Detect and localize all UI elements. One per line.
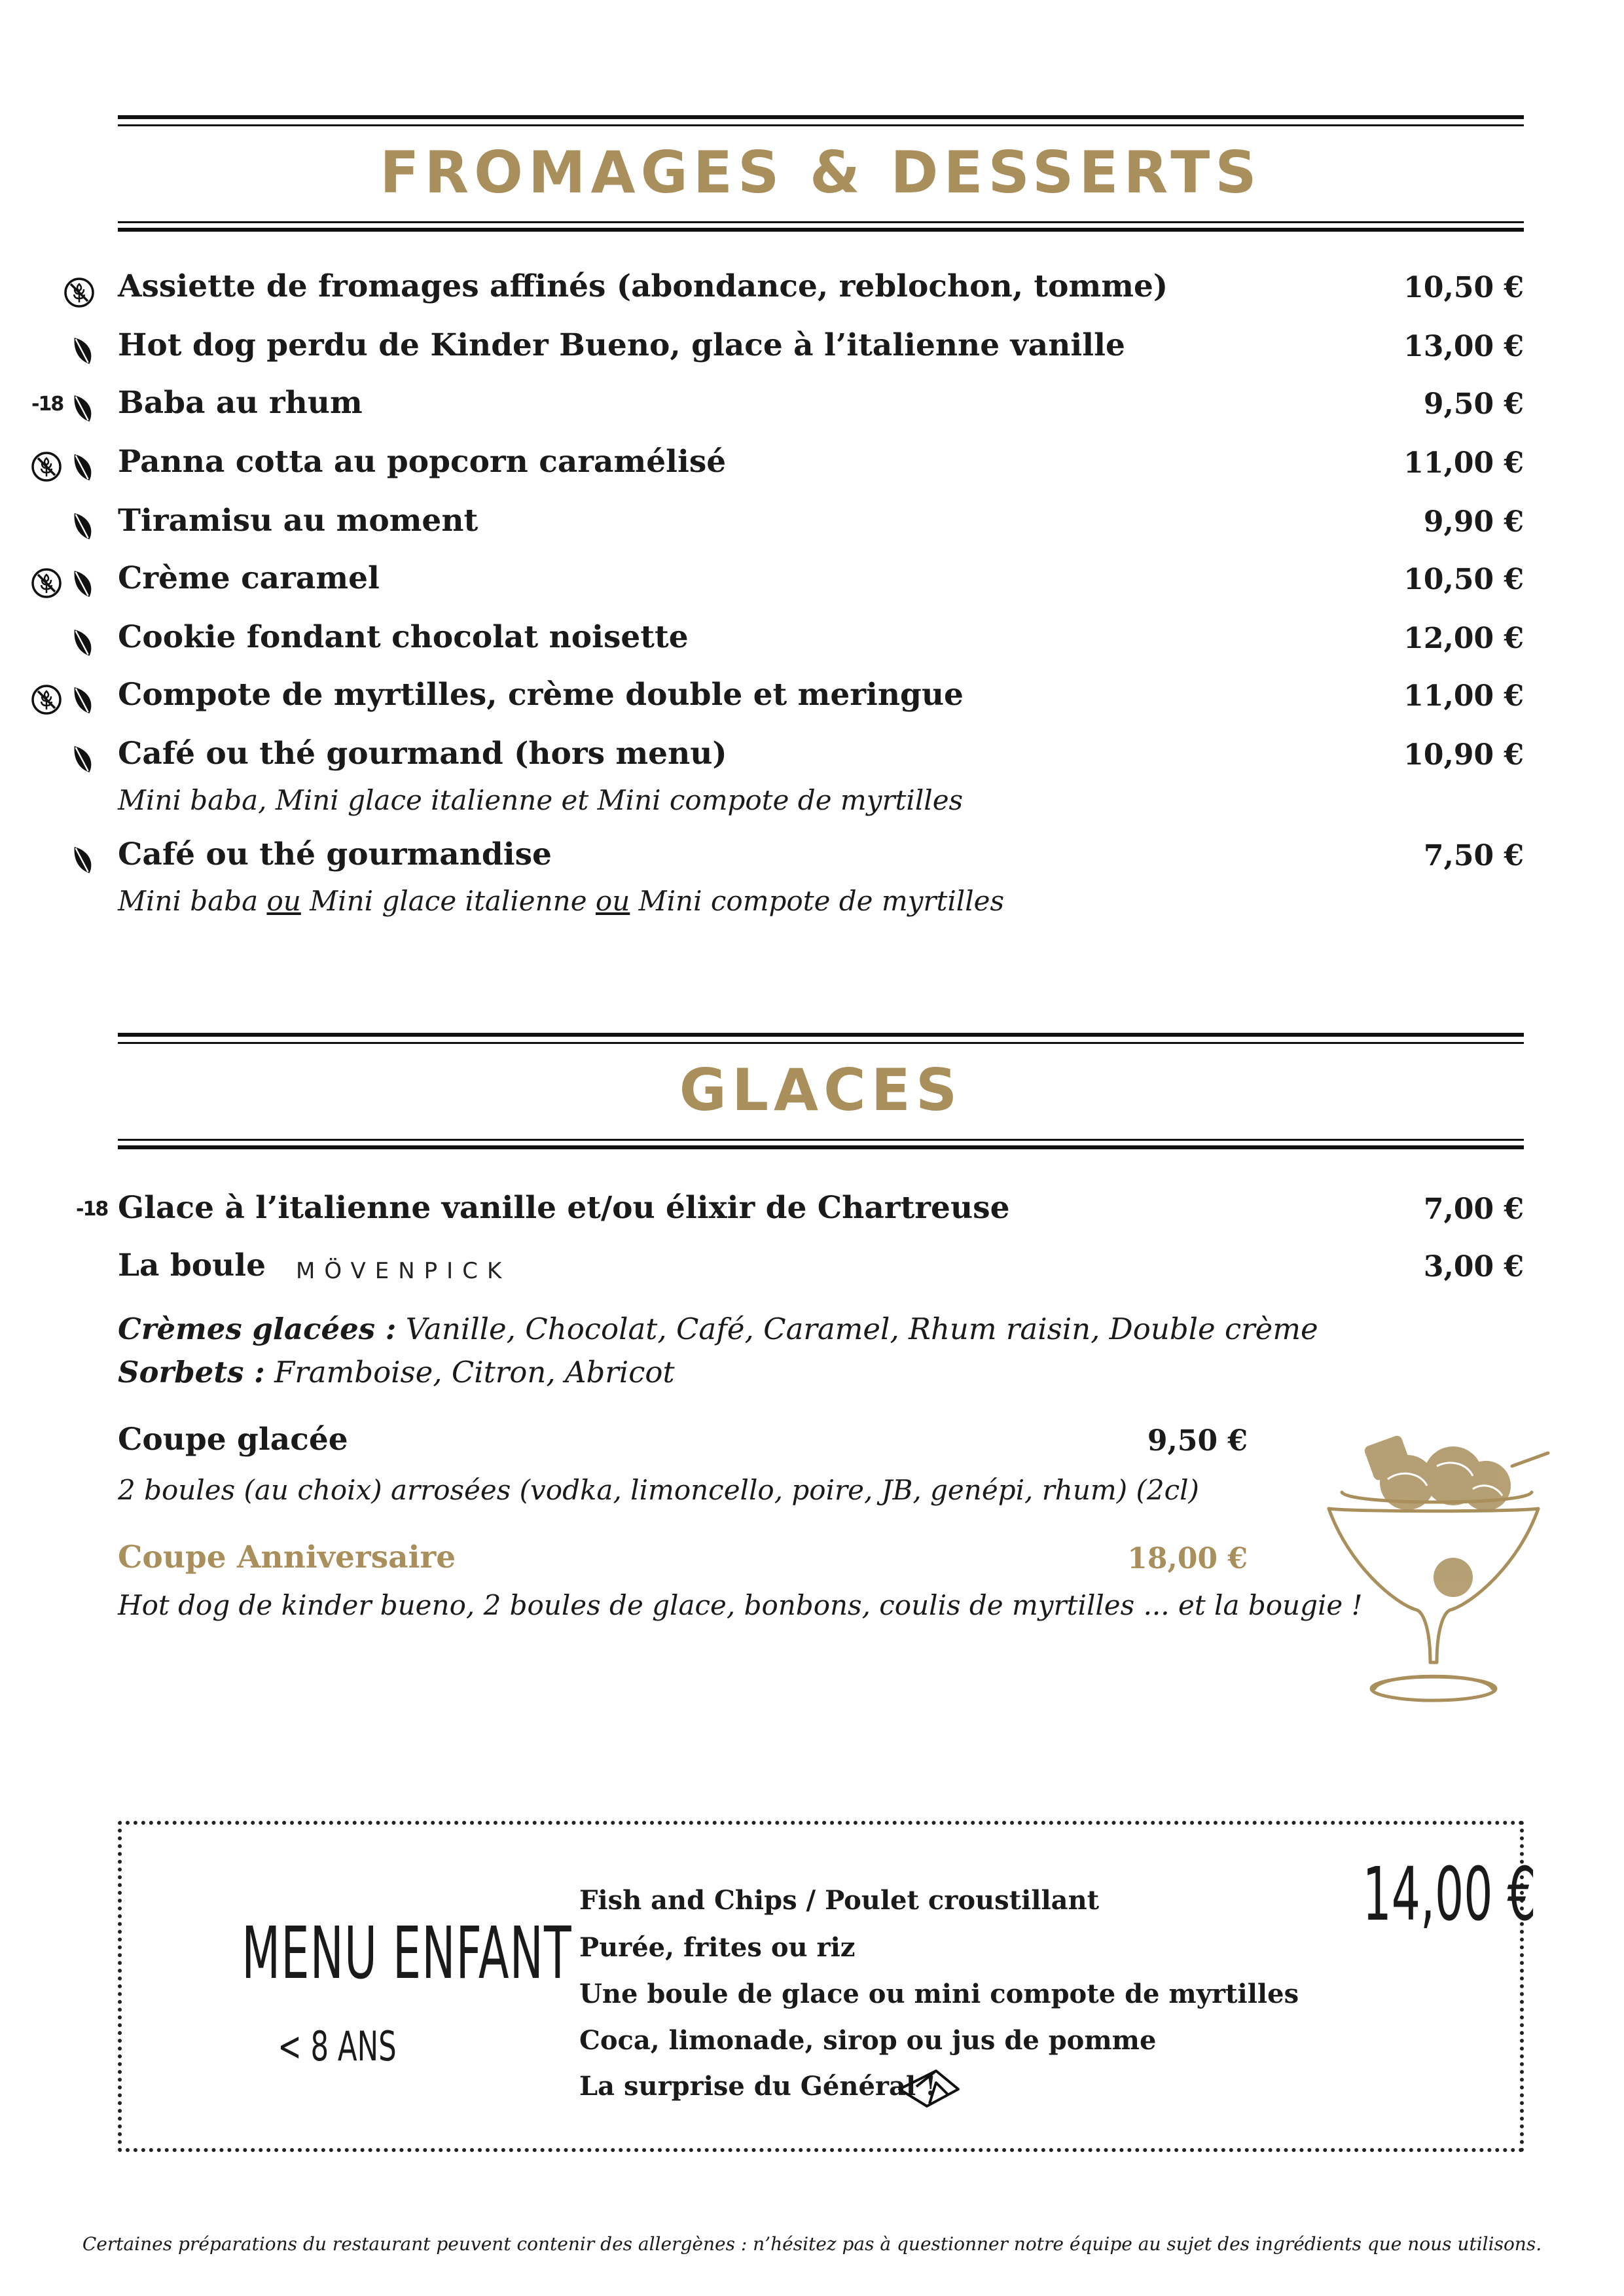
- dessert-price: 11,00 €: [1403, 679, 1524, 713]
- dessert-price: 10,50 €: [1403, 271, 1524, 304]
- movenpick-logo: MÖVENPICK: [296, 1258, 511, 1284]
- dessert-name: Compote de myrtilles, crème double et meringue: [118, 677, 964, 713]
- leaf-icon: [71, 627, 96, 658]
- gluten-free-icon: [30, 567, 63, 600]
- coupe-glacee-price: 9,50 €: [1147, 1424, 1248, 1458]
- desc-part: Mini baba: [118, 885, 267, 917]
- dessert-price: 13,00 €: [1403, 330, 1524, 363]
- glaces-section-title: GLACES: [679, 1056, 963, 1124]
- kids-menu-line: La surprise du Général !: [579, 2071, 937, 2102]
- leaf-icon: [71, 452, 96, 483]
- gluten-free-icon: [63, 276, 96, 309]
- gift-icon: [897, 2067, 962, 2110]
- desserts-bottom-rule-thick: [118, 228, 1524, 232]
- dessert-name: Cookie fondant chocolat noisette: [118, 619, 689, 655]
- sorbets-label: Sorbets :: [118, 1355, 265, 1390]
- allergen-footer-note: Certaines préparations du restaurant peuvent contenir des allergènes : n’hésitez pas à questionner notre équipe au sujet des ingrédients que nous utilisons.: [82, 2233, 1542, 2255]
- desserts-top-rule-thin: [118, 124, 1524, 126]
- coupe-anniversaire-description: Hot dog de kinder bueno, 2 boules de glace, bonbons, coulis de myrtilles ... et la bougie !: [118, 1589, 1363, 1621]
- kids-menu-line: Fish and Chips / Poulet croustillant: [579, 1885, 1100, 1916]
- glaces-top-rule-thick: [118, 1033, 1524, 1037]
- leaf-icon: [71, 568, 96, 600]
- dessert-name: Assiette de fromages affinés (abondance, reblochon, tomme): [118, 268, 1168, 304]
- dessert-price: 12,00 €: [1403, 622, 1524, 655]
- desc-part: Mini glace italienne: [300, 885, 596, 917]
- dessert-price: 9,90 €: [1423, 505, 1524, 539]
- gluten-free-icon: [30, 450, 63, 483]
- dessert-name: Hot dog perdu de Kinder Bueno, glace à l’italienne vanille: [118, 327, 1125, 363]
- glaces-top-rule-thin: [118, 1042, 1524, 1044]
- glaces-bottom-rule-thin: [118, 1139, 1524, 1141]
- kids-menu-line: Coca, limonade, sirop ou jus de pomme: [579, 2025, 1157, 2056]
- kids-menu-price: 14,00 €: [1362, 1852, 1536, 1937]
- dessert-name: Café ou thé gourmand (hors menu): [118, 736, 727, 772]
- gluten-free-icon: [30, 683, 63, 716]
- glaces-bottom-rule-thick: [118, 1145, 1524, 1149]
- minus-18-badge: -18: [76, 1198, 108, 1221]
- kids-menu-age: < 8 ANS: [278, 2022, 397, 2070]
- leaf-icon: [71, 744, 96, 775]
- kids-menu-line: Purée, frites ou riz: [579, 1932, 856, 1963]
- desserts-top-rule-thick: [118, 115, 1524, 119]
- boule-price: 3,00 €: [1423, 1250, 1524, 1283]
- glace-name: Glace à l’italienne vanille et/ou élixir de Chartreuse: [118, 1190, 1010, 1226]
- cremes-list: Vanille, Chocolat, Café, Caramel, Rhum raisin, Double crème: [396, 1312, 1318, 1346]
- minus-18-badge: -18: [31, 393, 63, 416]
- dessert-name: Crème caramel: [118, 560, 380, 596]
- dessert-name: Baba au rhum: [118, 385, 363, 421]
- glace-price: 7,00 €: [1423, 1193, 1524, 1226]
- coupe-anniversaire-name: Coupe Anniversaire: [118, 1539, 456, 1575]
- ice-cream-coupe-icon: [1316, 1414, 1564, 1715]
- dessert-description: Mini baba, Mini glace italienne et Mini compote de myrtilles: [118, 784, 964, 816]
- kids-menu-line: Une boule de glace ou mini compote de myrtilles: [579, 1979, 1299, 2009]
- desserts-bottom-rule-thin: [118, 221, 1524, 223]
- dessert-price: 9,50 €: [1423, 387, 1524, 421]
- dessert-name: Panna cotta au popcorn caramélisé: [118, 444, 727, 480]
- leaf-icon: [71, 844, 96, 876]
- leaf-icon: [71, 511, 96, 542]
- desc-part: Mini compote de myrtilles: [630, 885, 1005, 917]
- dessert-name: Café ou thé gourmandise: [118, 836, 552, 872]
- desc-or-underlined: ou: [266, 885, 301, 917]
- kids-menu-title: MENU ENFANT: [242, 1911, 572, 1995]
- dessert-price: 11,00 €: [1403, 446, 1524, 480]
- cremes-label: Crèmes glacées :: [118, 1312, 397, 1346]
- sorbets-line: [118, 1355, 675, 1390]
- sorbets-list: Framboise, Citron, Abricot: [264, 1355, 675, 1390]
- leaf-icon: [71, 393, 96, 424]
- coupe-glacee-name: Coupe glacée: [118, 1422, 348, 1458]
- boule-label: La boule: [118, 1247, 266, 1283]
- cremes-glacees-line: [118, 1312, 1318, 1346]
- coupe-anniversaire-price: 18,00 €: [1127, 1542, 1248, 1575]
- dessert-description: [118, 885, 1004, 917]
- dessert-price: 7,50 €: [1423, 839, 1524, 872]
- leaf-icon: [71, 335, 96, 367]
- coupe-glacee-description: 2 boules (au choix) arrosées (vodka, limoncello, poire, JB, genépi, rhum) (2cl): [118, 1474, 1199, 1506]
- dessert-price: 10,50 €: [1403, 563, 1524, 596]
- dessert-name: Tiramisu au moment: [118, 503, 478, 539]
- leaf-icon: [71, 685, 96, 716]
- desc-or-underlined: ou: [595, 885, 630, 917]
- desserts-section-title: FROMAGES & DESSERTS: [380, 139, 1262, 206]
- dessert-price: 10,90 €: [1403, 738, 1524, 772]
